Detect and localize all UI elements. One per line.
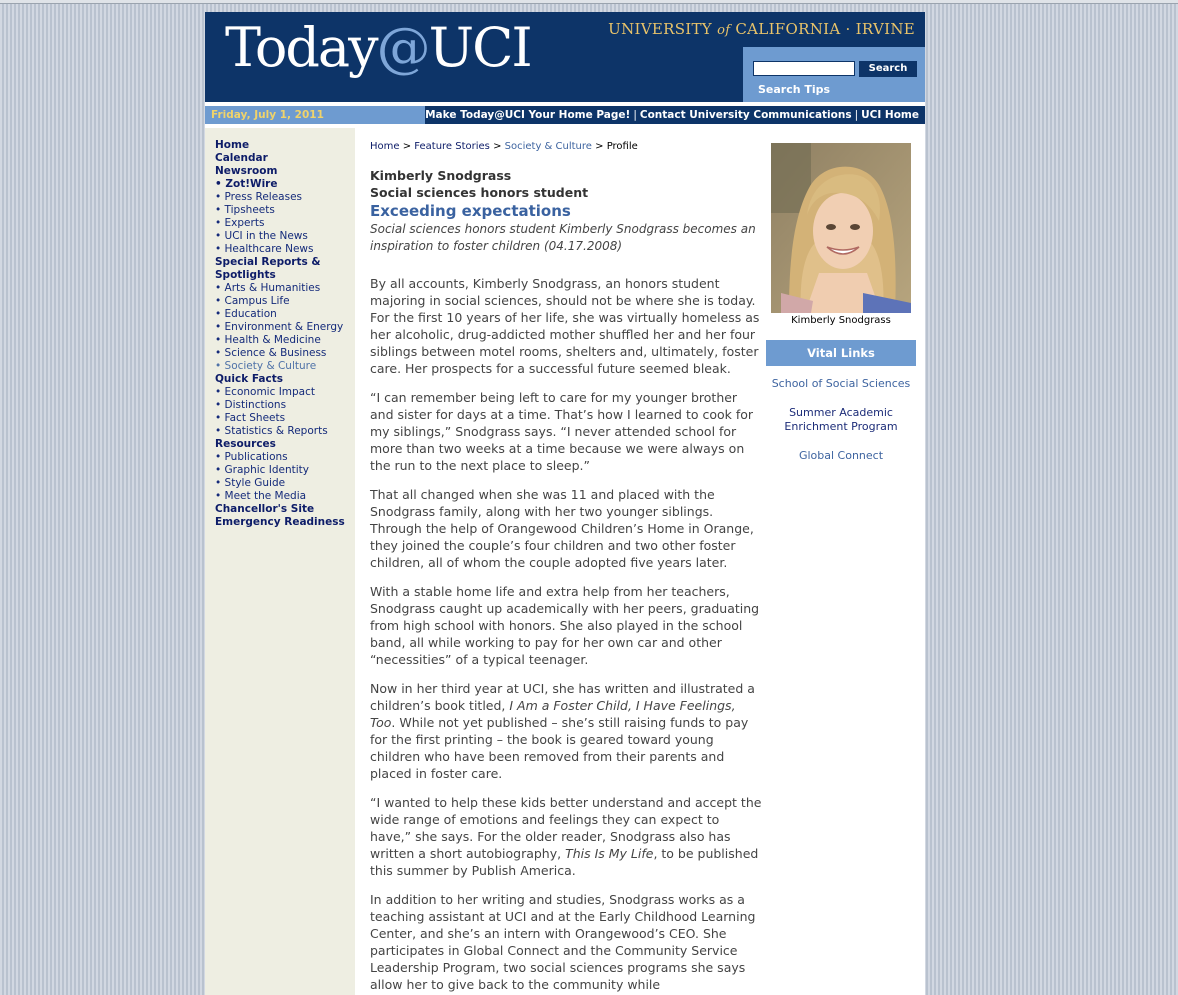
- breadcrumb-sep: >: [489, 141, 505, 152]
- university-wordmark[interactable]: [608, 20, 915, 38]
- sidebar-item-13[interactable]: • Education: [215, 308, 277, 320]
- p5-text-a: Now in her third year at UCI, she has written and illustrated a children’s book titled,: [370, 681, 755, 713]
- sidebar-item-26[interactable]: • Style Guide: [215, 477, 286, 489]
- profile-name: Kimberly Snodgrass: [370, 168, 512, 183]
- book-title: I Am a Foster Child, I Have Feelings, Too: [370, 698, 736, 730]
- logo-text: Today: [225, 16, 377, 79]
- sidebar-item-12[interactable]: • Campus Life: [215, 295, 290, 307]
- current-date: Friday, July 1, 2011: [211, 109, 324, 121]
- sidebar-item-1[interactable]: Calendar: [215, 152, 268, 164]
- search-tips-link[interactable]: Search Tips: [758, 83, 831, 96]
- nav-link-2[interactable]: UCI Home: [861, 109, 919, 121]
- nav-links-bar: [425, 106, 925, 124]
- vital-links-header: Vital Links: [766, 340, 916, 366]
- univ-word: UNIVERSITY: [608, 20, 718, 38]
- sidebar-item-6[interactable]: • Experts: [215, 217, 265, 229]
- profile-photo: [771, 143, 911, 313]
- photo-caption: Kimberly Snodgrass: [791, 315, 891, 326]
- nav-separator: |: [854, 109, 859, 121]
- nav-separator: |: [633, 109, 637, 121]
- sidebar-item-22[interactable]: • Statistics & Reports: [215, 425, 328, 437]
- profile-role: Social sciences honors student: [370, 185, 589, 200]
- univ-rest: CALIFORNIA · IRVINE: [730, 20, 915, 38]
- sidebar-item-27[interactable]: • Meet the Media: [215, 490, 307, 502]
- univ-of: of: [717, 23, 731, 38]
- logo-uci: UCI: [428, 16, 531, 79]
- breadcrumb-current: Profile: [606, 141, 638, 152]
- sidebar-item-3[interactable]: • Zot!Wire: [215, 178, 278, 190]
- sidebar-item-9[interactable]: Special Reports &: [215, 256, 321, 268]
- portrait-image: [771, 143, 911, 313]
- sidebar-item-2[interactable]: Newsroom: [215, 165, 278, 177]
- breadcrumb-home[interactable]: Home: [370, 141, 400, 152]
- p6-text-b: , to be published this summer by Publish America.: [370, 846, 759, 878]
- sidebar-item-25[interactable]: • Graphic Identity: [215, 464, 310, 476]
- nav-bar: [205, 106, 925, 124]
- sidebar-item-18[interactable]: Quick Facts: [215, 373, 283, 385]
- nav-link-1[interactable]: Contact University Communications: [639, 109, 852, 121]
- article-deck: Social sciences honors student Kimberly Snodgrass becomes an inspiration to foster children (04.17.2008): [370, 222, 756, 253]
- sidebar-item-19[interactable]: • Economic Impact: [215, 386, 316, 398]
- sidebar-item-21[interactable]: • Fact Sheets: [215, 412, 286, 424]
- site-logo[interactable]: [225, 16, 531, 79]
- sidebar-item-15[interactable]: • Health & Medicine: [215, 334, 321, 346]
- article-paragraph-2: “I can remember being left to care for my younger brother and sister for days at a time. That’s how I learned to cook for my siblings,” Snodgrass says. “I never attended school for more than two weeks at a time because we were always on the run to the next place to sleep.”: [370, 390, 754, 473]
- vital-links-list: [766, 377, 916, 478]
- sidebar-item-24[interactable]: • Publications: [215, 451, 288, 463]
- p6-text-a: “I wanted to help these kids better understand and accept the wide range of emotions and feelings they can expect to have,” she says. For the older reader, Snodgrass also has written a short autobiography,: [370, 795, 762, 861]
- nav-link-0[interactable]: Make Today@UCI Your Home Page!: [425, 109, 631, 121]
- article-paragraph-1: By all accounts, Kimberly Snodgrass, an honors student majoring in social sciences, should not be where she is today. For the first 10 years of her life, she was virtually homeless as her alcoholic, drug-addicted mother shuffled her and her four siblings between motel rooms, shelters and, ultimately, foster care. Her prospects for a successful future seemed bleak.: [370, 276, 760, 376]
- breadcrumb-section[interactable]: Society & Culture: [504, 141, 592, 152]
- article-content: [370, 140, 762, 993]
- article-headline: Exceeding expectations: [370, 202, 571, 220]
- sidebar: [205, 128, 355, 995]
- sidebar-item-17[interactable]: • Society & Culture: [215, 360, 317, 372]
- article-paragraph-5: [370, 680, 762, 782]
- article-paragraph-6: [370, 794, 762, 879]
- sidebar-item-10[interactable]: Spotlights: [215, 269, 276, 281]
- sidebar-item-8[interactable]: • Healthcare News: [215, 243, 314, 255]
- breadcrumb-sep: >: [591, 141, 607, 152]
- article-paragraph-4: With a stable home life and extra help from her teachers, Snodgrass caught up academically with her peers, graduating from high school with honors. She also played in the school band, all while working to pay for her own car and other “necessities” of a typical teenager.: [370, 584, 760, 667]
- sidebar-item-29[interactable]: Emergency Readiness: [215, 516, 345, 528]
- search-input[interactable]: [753, 61, 855, 76]
- sidebar-item-5[interactable]: • Tipsheets: [215, 204, 275, 216]
- search-panel: [743, 47, 925, 102]
- breadcrumb: [370, 140, 762, 153]
- logo-at: @: [376, 16, 429, 79]
- link-global-connect[interactable]: Global Connect: [798, 449, 884, 462]
- link-school-of-social-sciences[interactable]: School of Social Sciences: [771, 377, 911, 390]
- p5-text-b: . While not yet published – she’s still raising funds to pay for the first printing – the book is geared toward young children who have been removed from their parents and placed in foster care.: [370, 715, 749, 781]
- browser-top-edge: [0, 0, 1178, 4]
- article-paragraph-3: That all changed when she was 11 and placed with the Snodgrass family, along with her two younger siblings. Through the help of Orangewood Children’s Home in Orange, they joined the couple’s four children and two other foster children, all of whom the couple adopted five years later.: [370, 487, 754, 570]
- search-button[interactable]: Search: [859, 61, 917, 77]
- breadcrumb-feature-stories[interactable]: Feature Stories: [414, 141, 490, 152]
- breadcrumb-sep: >: [399, 141, 415, 152]
- sidebar-item-7[interactable]: • UCI in the News: [215, 230, 308, 242]
- nav-links: [425, 106, 925, 124]
- sidebar-item-11[interactable]: • Arts & Humanities: [215, 282, 321, 294]
- autobiography-title: This Is My Life: [565, 846, 654, 861]
- sidebar-item-14[interactable]: • Environment & Energy: [215, 321, 344, 333]
- sidebar-item-20[interactable]: • Distinctions: [215, 399, 287, 411]
- sidebar-item-4[interactable]: • Press Releases: [215, 191, 302, 203]
- sidebar-menu: [215, 139, 345, 529]
- sidebar-item-28[interactable]: Chancellor's Site: [215, 503, 315, 515]
- article-paragraph-7: In addition to her writing and studies, Snodgrass works as a teaching assistant at UCI and at the Early Childhood Learning Center, and she’s an intern with Orangewood’s CEO. She participates in Global Connect and the Community Service Leadership Program, two social sciences programs she says allow her to give back to the community while: [370, 892, 756, 992]
- site-banner: [205, 12, 925, 102]
- sidebar-item-23[interactable]: Resources: [215, 438, 276, 450]
- page-container: [205, 12, 925, 995]
- sidebar-item-0[interactable]: Home: [215, 139, 250, 151]
- link-summer-academic-enrichment[interactable]: Summer Academic Enrichment Program: [784, 406, 898, 433]
- sidebar-item-16[interactable]: • Science & Business: [215, 347, 327, 359]
